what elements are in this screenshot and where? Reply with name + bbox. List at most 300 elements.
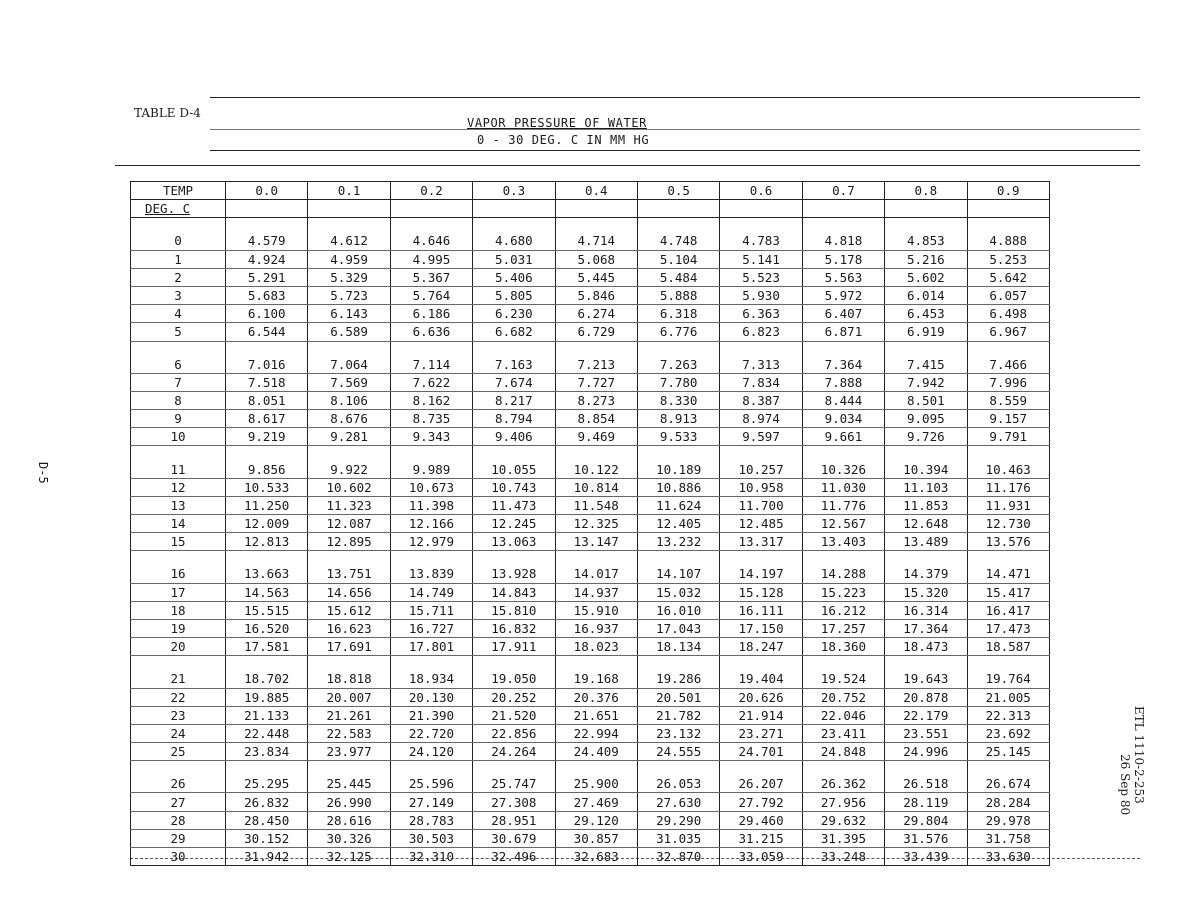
pressure-cell: 16.727 [390, 619, 472, 637]
pressure-cell: 4.888 [967, 232, 1049, 250]
pressure-cell: 13.928 [473, 565, 555, 583]
pressure-cell: 14.563 [226, 583, 308, 601]
pressure-cell: 32.496 [473, 848, 555, 866]
pressure-cell: 27.308 [473, 793, 555, 811]
temperature-cell: 11 [131, 460, 226, 478]
table-row [131, 670, 1050, 688]
pressure-cell: 11.323 [308, 496, 390, 514]
pressure-cell: 18.247 [720, 638, 802, 656]
pressure-cell: 15.810 [473, 601, 555, 619]
pressure-cell: 5.329 [308, 268, 390, 286]
column-header: 0.4 [555, 182, 637, 200]
pressure-cell: 9.157 [967, 410, 1049, 428]
pressure-cell: 9.856 [226, 460, 308, 478]
pressure-cell: 12.813 [226, 533, 308, 551]
vapor-pressure-table [130, 181, 1050, 866]
pressure-cell: 25.295 [226, 775, 308, 793]
pressure-cell: 9.597 [720, 428, 802, 446]
pressure-cell: 6.453 [885, 305, 967, 323]
pressure-cell: 31.758 [967, 829, 1049, 847]
pressure-cell: 29.978 [967, 811, 1049, 829]
pressure-cell: 10.122 [555, 460, 637, 478]
pressure-cell: 4.959 [308, 250, 390, 268]
pressure-cell: 17.473 [967, 619, 1049, 637]
pressure-cell: 6.544 [226, 323, 308, 341]
pressure-cell: 30.857 [555, 829, 637, 847]
pressure-cell: 11.473 [473, 496, 555, 514]
pressure-cell: 7.942 [885, 373, 967, 391]
pressure-cell: 12.648 [885, 515, 967, 533]
pressure-cell: 27.149 [390, 793, 472, 811]
pressure-cell: 10.257 [720, 460, 802, 478]
table-row [131, 848, 1050, 866]
pressure-cell: 5.888 [637, 286, 719, 304]
pressure-cell: 6.407 [802, 305, 884, 323]
temperature-cell: 10 [131, 428, 226, 446]
header-separator-rule [115, 165, 1140, 166]
column-header: 0.1 [308, 182, 390, 200]
pressure-cell: 20.752 [802, 688, 884, 706]
pressure-cell: 25.445 [308, 775, 390, 793]
pressure-cell: 17.150 [720, 619, 802, 637]
pressure-cell: 11.103 [885, 478, 967, 496]
table-row [131, 391, 1050, 409]
table-row [131, 478, 1050, 496]
temperature-cell: 19 [131, 619, 226, 637]
pressure-cell: 29.804 [885, 811, 967, 829]
pressure-cell: 9.281 [308, 428, 390, 446]
table-row [131, 232, 1050, 250]
table-label: TABLE D-4 [134, 106, 201, 120]
pressure-cell: 27.792 [720, 793, 802, 811]
pressure-cell: 6.823 [720, 323, 802, 341]
table-row [131, 688, 1050, 706]
pressure-cell: 25.900 [555, 775, 637, 793]
pressure-cell: 5.972 [802, 286, 884, 304]
table-row [131, 583, 1050, 601]
pressure-cell: 31.395 [802, 829, 884, 847]
pressure-cell: 9.469 [555, 428, 637, 446]
pressure-cell: 25.596 [390, 775, 472, 793]
pressure-cell: 12.087 [308, 515, 390, 533]
pressure-cell: 12.009 [226, 515, 308, 533]
pressure-cell: 5.445 [555, 268, 637, 286]
pressure-cell: 7.996 [967, 373, 1049, 391]
pressure-cell: 7.114 [390, 356, 472, 374]
pressure-cell: 28.616 [308, 811, 390, 829]
pressure-cell: 4.748 [637, 232, 719, 250]
pressure-cell: 24.848 [802, 743, 884, 761]
unit-header-row [131, 200, 1050, 218]
pressure-cell: 6.057 [967, 286, 1049, 304]
pressure-cell: 9.034 [802, 410, 884, 428]
pressure-cell: 15.128 [720, 583, 802, 601]
pressure-cell: 25.747 [473, 775, 555, 793]
pressure-cell: 21.133 [226, 706, 308, 724]
pressure-cell: 10.463 [967, 460, 1049, 478]
pressure-cell: 4.783 [720, 232, 802, 250]
table-row [131, 619, 1050, 637]
temperature-cell: 9 [131, 410, 226, 428]
pressure-cell: 13.839 [390, 565, 472, 583]
pressure-cell: 21.914 [720, 706, 802, 724]
pressure-cell: 7.888 [802, 373, 884, 391]
pressure-cell: 17.257 [802, 619, 884, 637]
pressure-cell: 7.622 [390, 373, 472, 391]
document-number: ETL 1110-2-253 [1132, 706, 1146, 804]
table-row [131, 286, 1050, 304]
title-rule-top [210, 129, 1140, 130]
pressure-cell: 31.942 [226, 848, 308, 866]
pressure-cell: 26.053 [637, 775, 719, 793]
pressure-cell: 26.832 [226, 793, 308, 811]
pressure-cell: 5.216 [885, 250, 967, 268]
pressure-cell: 23.692 [967, 724, 1049, 742]
pressure-cell: 17.364 [885, 619, 967, 637]
pressure-cell: 21.261 [308, 706, 390, 724]
pressure-cell: 19.050 [473, 670, 555, 688]
pressure-cell: 22.046 [802, 706, 884, 724]
column-header: 0.7 [802, 182, 884, 200]
temperature-cell: 27 [131, 793, 226, 811]
pressure-cell: 10.533 [226, 478, 308, 496]
pressure-cell: 6.363 [720, 305, 802, 323]
pressure-cell: 16.314 [885, 601, 967, 619]
pressure-cell: 7.780 [637, 373, 719, 391]
pressure-cell: 15.612 [308, 601, 390, 619]
table-row [131, 496, 1050, 514]
pressure-cell: 6.589 [308, 323, 390, 341]
pressure-cell: 21.782 [637, 706, 719, 724]
pressure-cell: 4.579 [226, 232, 308, 250]
pressure-cell: 18.473 [885, 638, 967, 656]
temperature-cell: 30 [131, 848, 226, 866]
pressure-cell: 28.951 [473, 811, 555, 829]
temperature-cell: 0 [131, 232, 226, 250]
pressure-cell: 10.189 [637, 460, 719, 478]
pressure-cell: 4.646 [390, 232, 472, 250]
pressure-cell: 33.248 [802, 848, 884, 866]
pressure-cell: 10.743 [473, 478, 555, 496]
pressure-cell: 29.632 [802, 811, 884, 829]
pressure-cell: 9.661 [802, 428, 884, 446]
pressure-cell: 30.152 [226, 829, 308, 847]
pressure-cell: 8.559 [967, 391, 1049, 409]
pressure-cell: 31.576 [885, 829, 967, 847]
temperature-cell: 21 [131, 670, 226, 688]
pressure-cell: 7.364 [802, 356, 884, 374]
group-spacer-row [131, 341, 1050, 356]
pressure-cell: 9.533 [637, 428, 719, 446]
pressure-cell: 14.471 [967, 565, 1049, 583]
pressure-cell: 12.730 [967, 515, 1049, 533]
pressure-cell: 13.663 [226, 565, 308, 583]
pressure-cell: 19.643 [885, 670, 967, 688]
pressure-cell: 24.996 [885, 743, 967, 761]
pressure-cell: 22.856 [473, 724, 555, 742]
pressure-cell: 13.576 [967, 533, 1049, 551]
pressure-cell: 18.702 [226, 670, 308, 688]
pressure-cell: 12.325 [555, 515, 637, 533]
pressure-cell: 20.130 [390, 688, 472, 706]
column-header-row [131, 182, 1050, 200]
pressure-cell: 13.317 [720, 533, 802, 551]
pressure-cell: 32.870 [637, 848, 719, 866]
pressure-cell: 6.230 [473, 305, 555, 323]
pressure-cell: 30.326 [308, 829, 390, 847]
table-row [131, 706, 1050, 724]
pressure-cell: 7.518 [226, 373, 308, 391]
temperature-cell: 1 [131, 250, 226, 268]
pressure-cell: 10.602 [308, 478, 390, 496]
pressure-cell: 12.567 [802, 515, 884, 533]
pressure-cell: 31.215 [720, 829, 802, 847]
pressure-cell: 32.683 [555, 848, 637, 866]
pressure-cell: 7.213 [555, 356, 637, 374]
temperature-cell: 24 [131, 724, 226, 742]
column-header: 0.3 [473, 182, 555, 200]
table-row [131, 724, 1050, 742]
pressure-cell: 22.448 [226, 724, 308, 742]
pressure-cell: 16.937 [555, 619, 637, 637]
pressure-cell: 26.518 [885, 775, 967, 793]
pressure-cell: 8.676 [308, 410, 390, 428]
pressure-cell: 23.271 [720, 724, 802, 742]
pressure-cell: 10.394 [885, 460, 967, 478]
temperature-cell: 12 [131, 478, 226, 496]
pressure-cell: 5.406 [473, 268, 555, 286]
pressure-cell: 5.764 [390, 286, 472, 304]
pressure-cell: 23.834 [226, 743, 308, 761]
pressure-cell: 5.141 [720, 250, 802, 268]
pressure-cell: 14.656 [308, 583, 390, 601]
pressure-cell: 21.651 [555, 706, 637, 724]
pressure-cell: 18.134 [637, 638, 719, 656]
pressure-cell: 5.031 [473, 250, 555, 268]
group-spacer-row [131, 446, 1050, 461]
pressure-cell: 22.179 [885, 706, 967, 724]
temperature-cell: 22 [131, 688, 226, 706]
group-spacer-row [131, 551, 1050, 566]
pressure-cell: 12.485 [720, 515, 802, 533]
table-row [131, 305, 1050, 323]
pressure-cell: 11.176 [967, 478, 1049, 496]
pressure-cell: 19.764 [967, 670, 1049, 688]
table-row [131, 410, 1050, 428]
temperature-cell: 23 [131, 706, 226, 724]
pressure-cell: 24.555 [637, 743, 719, 761]
pressure-cell: 26.674 [967, 775, 1049, 793]
pressure-cell: 11.624 [637, 496, 719, 514]
pressure-cell: 27.630 [637, 793, 719, 811]
pressure-cell: 4.612 [308, 232, 390, 250]
temperature-cell: 18 [131, 601, 226, 619]
pressure-cell: 19.168 [555, 670, 637, 688]
pressure-cell: 5.602 [885, 268, 967, 286]
pressure-cell: 28.783 [390, 811, 472, 829]
pressure-cell: 12.979 [390, 533, 472, 551]
temperature-cell: 29 [131, 829, 226, 847]
pressure-cell: 14.197 [720, 565, 802, 583]
pressure-cell: 23.977 [308, 743, 390, 761]
pressure-cell: 13.403 [802, 533, 884, 551]
pressure-cell: 15.417 [967, 583, 1049, 601]
pressure-cell: 21.390 [390, 706, 472, 724]
pressure-cell: 10.326 [802, 460, 884, 478]
group-spacer-row [131, 761, 1050, 776]
pressure-cell: 22.313 [967, 706, 1049, 724]
pressure-cell: 5.178 [802, 250, 884, 268]
pressure-cell: 14.749 [390, 583, 472, 601]
pressure-cell: 7.064 [308, 356, 390, 374]
pressure-cell: 22.994 [555, 724, 637, 742]
pressure-cell: 4.818 [802, 232, 884, 250]
pressure-cell: 24.264 [473, 743, 555, 761]
pressure-cell: 16.111 [720, 601, 802, 619]
pressure-cell: 5.930 [720, 286, 802, 304]
pressure-cell: 27.956 [802, 793, 884, 811]
pressure-cell: 20.376 [555, 688, 637, 706]
pressure-cell: 12.166 [390, 515, 472, 533]
pressure-cell: 20.626 [720, 688, 802, 706]
table-row [131, 793, 1050, 811]
pressure-cell: 4.714 [555, 232, 637, 250]
pressure-cell: 9.219 [226, 428, 308, 446]
pressure-cell: 14.107 [637, 565, 719, 583]
pressure-cell: 6.014 [885, 286, 967, 304]
pressure-cell: 11.398 [390, 496, 472, 514]
group-spacer-row [131, 656, 1050, 671]
pressure-cell: 5.523 [720, 268, 802, 286]
pressure-cell: 5.563 [802, 268, 884, 286]
table-row [131, 428, 1050, 446]
pressure-cell: 6.143 [308, 305, 390, 323]
pressure-cell: 13.751 [308, 565, 390, 583]
pressure-cell: 4.853 [885, 232, 967, 250]
pressure-cell: 17.581 [226, 638, 308, 656]
temperature-cell: 7 [131, 373, 226, 391]
pressure-cell: 32.310 [390, 848, 472, 866]
title-rule-bottom [210, 150, 1140, 151]
pressure-cell: 15.320 [885, 583, 967, 601]
pressure-cell: 19.524 [802, 670, 884, 688]
pressure-cell: 15.711 [390, 601, 472, 619]
table-row [131, 323, 1050, 341]
pressure-cell: 5.683 [226, 286, 308, 304]
pressure-cell: 10.814 [555, 478, 637, 496]
pressure-cell: 24.120 [390, 743, 472, 761]
top-rule [210, 97, 1140, 98]
pressure-cell: 14.288 [802, 565, 884, 583]
pressure-cell: 7.466 [967, 356, 1049, 374]
pressure-cell: 28.450 [226, 811, 308, 829]
pressure-cell: 28.119 [885, 793, 967, 811]
pressure-cell: 19.286 [637, 670, 719, 688]
pressure-cell: 16.417 [967, 601, 1049, 619]
pressure-cell: 8.162 [390, 391, 472, 409]
pressure-cell: 7.313 [720, 356, 802, 374]
column-header: 0.9 [967, 182, 1049, 200]
pressure-cell: 17.801 [390, 638, 472, 656]
pressure-cell: 6.967 [967, 323, 1049, 341]
pressure-cell: 14.843 [473, 583, 555, 601]
pressure-cell: 6.274 [555, 305, 637, 323]
temperature-cell: 5 [131, 323, 226, 341]
temperature-cell: 26 [131, 775, 226, 793]
pressure-cell: 15.223 [802, 583, 884, 601]
column-header: 0.2 [390, 182, 472, 200]
temperature-cell: 20 [131, 638, 226, 656]
pressure-cell: 5.846 [555, 286, 637, 304]
pressure-cell: 14.937 [555, 583, 637, 601]
pressure-cell: 7.016 [226, 356, 308, 374]
temperature-cell: 28 [131, 811, 226, 829]
pressure-cell: 13.489 [885, 533, 967, 551]
pressure-cell: 26.362 [802, 775, 884, 793]
pressure-cell: 14.379 [885, 565, 967, 583]
temperature-cell: 2 [131, 268, 226, 286]
pressure-cell: 5.104 [637, 250, 719, 268]
pressure-cell: 8.617 [226, 410, 308, 428]
column-header: 0.0 [226, 182, 308, 200]
table-row [131, 460, 1050, 478]
pressure-cell: 7.415 [885, 356, 967, 374]
table-row [131, 743, 1050, 761]
pressure-cell: 8.051 [226, 391, 308, 409]
pressure-cell: 16.520 [226, 619, 308, 637]
pressure-cell: 17.691 [308, 638, 390, 656]
pressure-cell: 15.910 [555, 601, 637, 619]
pressure-cell: 30.679 [473, 829, 555, 847]
pressure-cell: 7.569 [308, 373, 390, 391]
pressure-cell: 23.132 [637, 724, 719, 742]
column-header: 0.8 [885, 182, 967, 200]
table-row [131, 533, 1050, 551]
pressure-cell: 29.120 [555, 811, 637, 829]
pressure-cell: 10.886 [637, 478, 719, 496]
pressure-cell: 26.990 [308, 793, 390, 811]
table-row [131, 515, 1050, 533]
pressure-cell: 29.460 [720, 811, 802, 829]
pressure-cell: 11.776 [802, 496, 884, 514]
pressure-cell: 13.063 [473, 533, 555, 551]
pressure-cell: 6.186 [390, 305, 472, 323]
table-title: VAPOR PRESSURE OF WATER [467, 116, 647, 130]
pressure-cell: 7.163 [473, 356, 555, 374]
pressure-cell: 9.922 [308, 460, 390, 478]
pressure-cell: 31.035 [637, 829, 719, 847]
pressure-cell: 22.583 [308, 724, 390, 742]
pressure-cell: 10.958 [720, 478, 802, 496]
pressure-cell: 8.217 [473, 391, 555, 409]
pressure-cell: 5.068 [555, 250, 637, 268]
pressure-cell: 11.250 [226, 496, 308, 514]
table-row [131, 811, 1050, 829]
pressure-cell: 32.125 [308, 848, 390, 866]
pressure-cell: 16.212 [802, 601, 884, 619]
pressure-cell: 33.630 [967, 848, 1049, 866]
table-row [131, 775, 1050, 793]
column-header: 0.6 [720, 182, 802, 200]
pressure-cell: 6.871 [802, 323, 884, 341]
pressure-cell: 33.059 [720, 848, 802, 866]
temperature-cell: 4 [131, 305, 226, 323]
pressure-cell: 11.700 [720, 496, 802, 514]
pressure-cell: 13.147 [555, 533, 637, 551]
pressure-cell: 16.623 [308, 619, 390, 637]
pressure-cell: 15.032 [637, 583, 719, 601]
pressure-cell: 21.005 [967, 688, 1049, 706]
